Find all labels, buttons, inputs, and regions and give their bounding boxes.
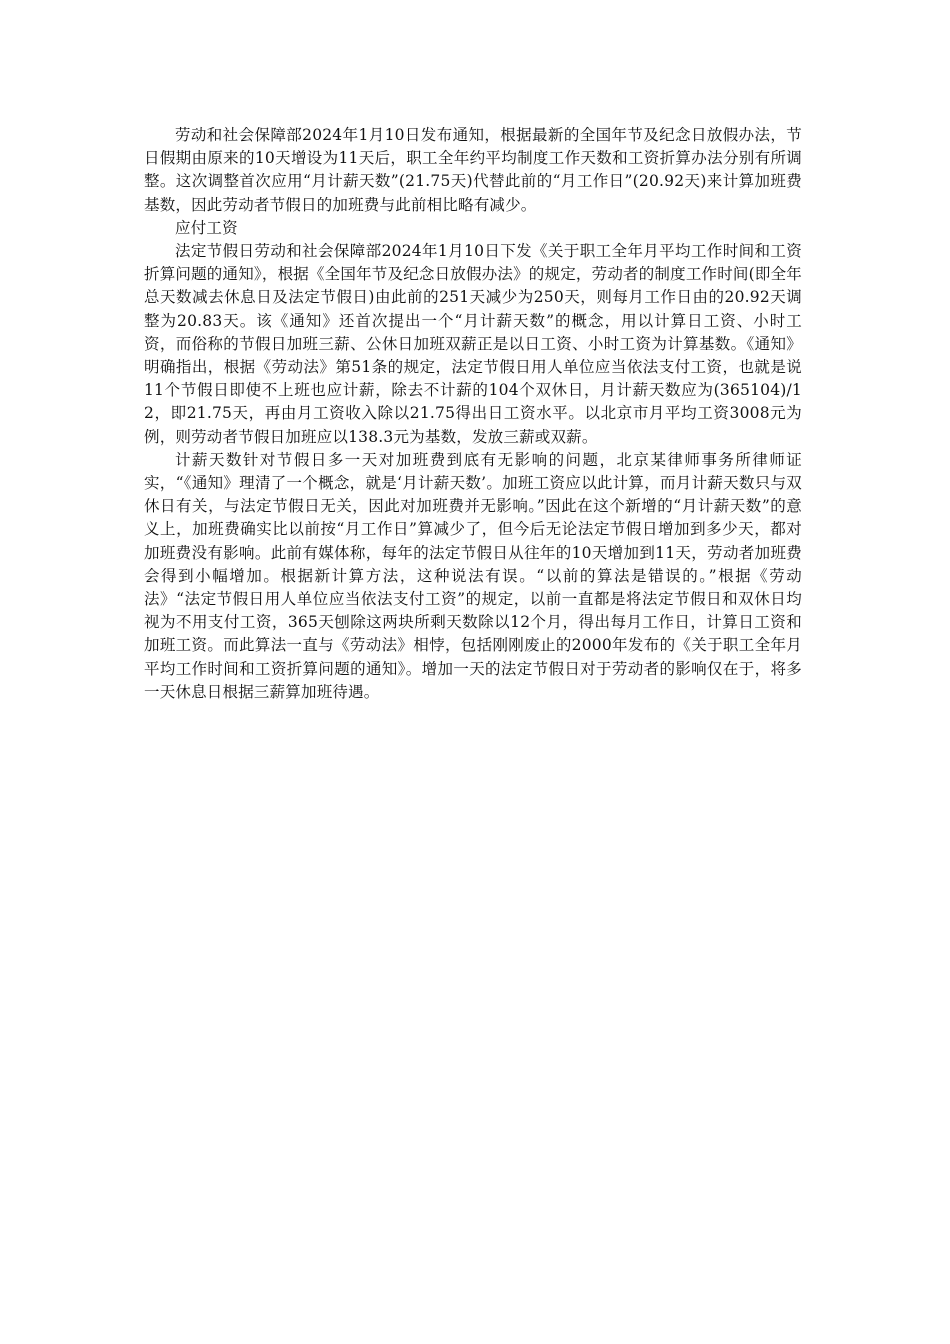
paragraph-notice-details: 法定节假日劳动和社会保障部2024年1月10日下发《关于职工全年月平均工作时间和工资折算问题的通知》，根据《全国年节及纪念日放假办法》的规定，劳动者的制度工作时间(即全年总天数减去休息日及法定节假日)由此前的251天减少为250天，则每月工作日由的20.92天调整为20.83天。该《通知》还首次提出一个“月计薪天数”的概念，用以计算日工资、小时工资，而俗称的节假日加班三薪、公休日加班双薪正是以日工资、小时工资为计算基数。《通知》明确指出，根据《劳动法》第51条的规定，法定节假日用人单位应当依法支付工资，也就是说11个节假日即使不上班也应计薪，除去不计薪的104个双休日，月计薪天数应为(365104)/12，即21.75天，再由月工资收入除以21.75得出日工资水平。以北京市月平均工资3008元为例，则劳动者节假日加班应以138.3元为基数，发放三薪或双薪。 [144, 242, 802, 446]
section-heading-payable-wages: 应付工资 [175, 218, 238, 237]
document-body [144, 124, 802, 704]
paragraph-intro: 劳动和社会保障部2024年1月10日发布通知，根据最新的全国年节及纪念日放假办法，节日假期由原来的10天增设为11天后，职工全年约平均制度工作天数和工资折算办法分别有所调整。这次调整首次应用“月计薪天数”(21.75天)代替此前的“月工作日”(20.92天)来计算加班费基数，因此劳动者节假日的加班费与此前相比略有减少。 [144, 126, 802, 214]
paragraph-pay-days-impact: 计薪天数针对节假日多一天对加班费到底有无影响的问题，北京某律师事务所律师证实，“《通知》理清了一个概念，就是‘月计薪天数’。加班工资应以此计算，而月计薪天数只与双休日有关，与法定节假日无关，因此对加班费并无影响。”因此在这个新增的“月计薪天数”的意义上，加班费确实比以前按“月工作日”算减少了，但今后无论法定节假日增加到多少天，都对加班费没有影响。此前有媒体称，每年的法定节假日从往年的10天增加到11天，劳动者加班费会得到小幅增加。根据新计算方法，这种说法有误。“以前的算法是错误的。”根据《劳动法》“法定节假日用人单位应当依法支付工资”的规定，以前一直都是将法定节假日和双休日均视为不用支付工资，365天刨除这两块所剩天数除以12个月，得出每月工作日，计算日工资和加班工资。而此算法一直与《劳动法》相悖，包括刚刚废止的2000年发布的《关于职工全年月平均工作时间和工资折算问题的通知》。增加一天的法定节假日对于劳动者的影响仅在于，将多一天休息日根据三薪算加班待遇。 [144, 450, 802, 701]
